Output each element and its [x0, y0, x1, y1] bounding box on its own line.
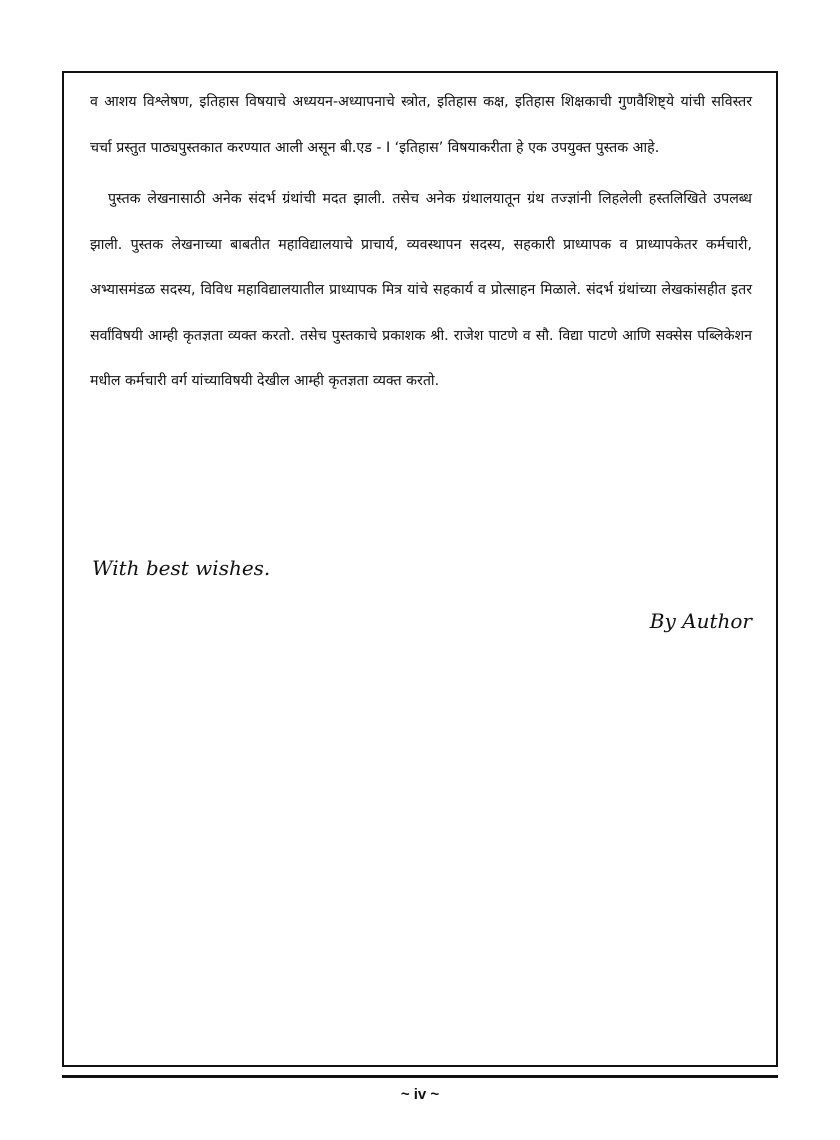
body-text	[90, 80, 752, 405]
closing-line: With best wishes.	[92, 556, 271, 580]
paragraph-2: पुस्तक लेखनासाठी अनेक संदर्भ ग्रंथांची मदत झाली. तसेच अनेक ग्रंथालयातून ग्रंथ तज्ज्ञांनी लिहलेली हस्तलिखिते उपलब्ध झाली. पुस्तक लेखनाच्या बाबतीत महाविद्यालयाचे प्राचार्य, व्यवस्थापन सदस्य, सहकारी प्राध्यापक व प्राध्यापकेतर कर्मचारी, अभ्यासमंडळ सदस्य, विविध महाविद्यालयातील प्राध्यापक मित्र यांचे सहकार्य व प्रोत्साहन मिळाले. संदर्भ ग्रंथांच्या लेखकांसहीत इतर सर्वांविषयी आम्ही कृतज्ञता व्यक्त करतो. तसेच पुस्तकाचे प्रकाशक श्री. राजेश पाटणे व सौ. विद्या पाटणे आणि सक्सेस पब्लिकेशन मधील कर्मचारी वर्ग यांच्याविषयी देखील आम्ही कृतज्ञता व्यक्त करतो.	[90, 191, 752, 389]
page-number: ~ iv ~	[400, 1086, 440, 1103]
paragraph-1: व आशय विश्लेषण, इतिहास विषयाचे अध्ययन-अध्यापनाचे स्त्रोत, इतिहास कक्ष, इतिहास शिक्षकाची गुणवैशिष्ट्ये यांची सविस्तर चर्चा प्रस्तुत पाठ्यपुस्तकात करण्यात आली असून बी.एड - I ‘इतिहास’ विषयाकरीता हे एक उपयुक्त पुस्तक आहे.	[90, 94, 752, 156]
footer-rule	[62, 1075, 778, 1078]
signature-line: By Author	[649, 609, 752, 633]
